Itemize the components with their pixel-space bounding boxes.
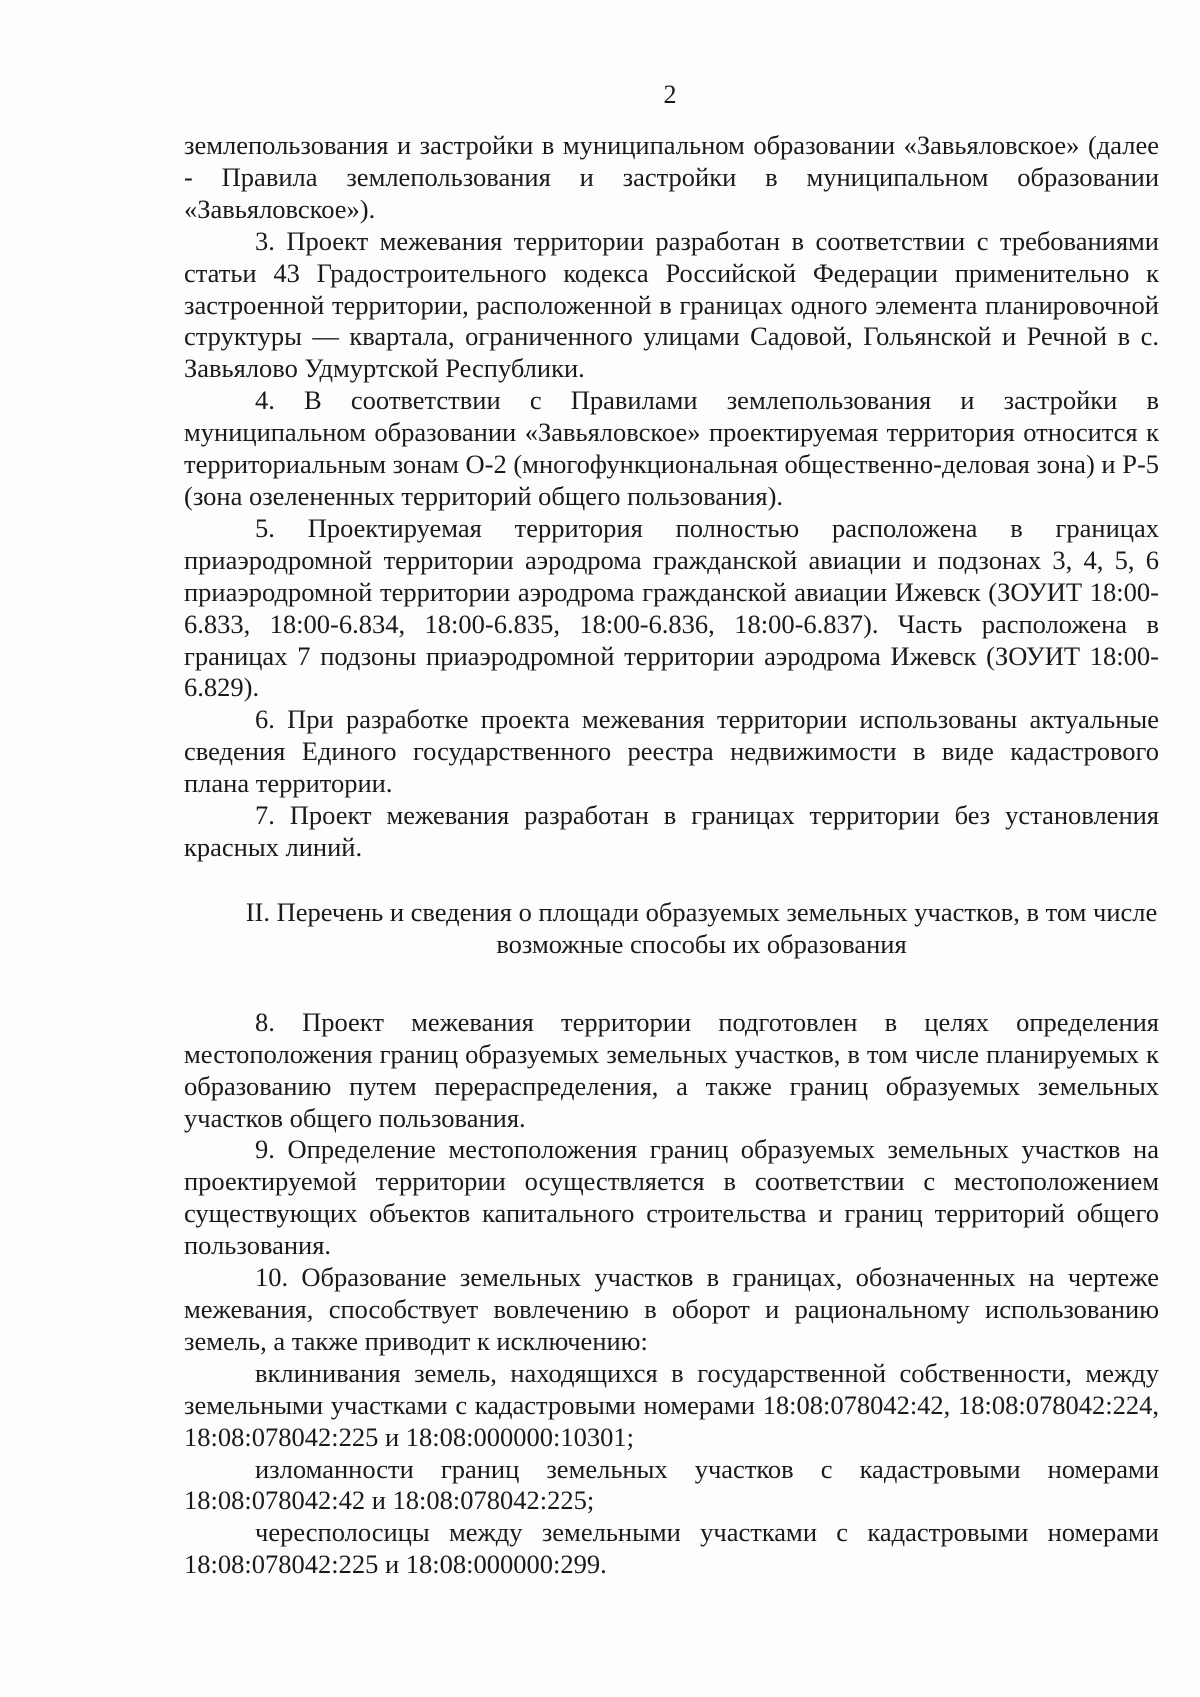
paragraph-8: 8. Проект межевания территории подготовлен в целях определения местоположения границ образуемых земельных участков, в том числе планируемых к образованию путем перераспределения, а также границ образуемых земельных участков общего пользования. xyxy=(184,1006,1159,1133)
document-body xyxy=(184,130,1159,1581)
list-item-broken-borders: изломанности границ земельных участков с кадастровыми номерами 18:08:078042:42 и 18:08:078042:225; xyxy=(184,1453,1159,1516)
page-number: 2 xyxy=(663,80,677,109)
paragraph-5: 5. Проектируемая территория полностью расположена в границах приаэродромной территории аэродрома гражданской авиации и подзонах 3, 4, 5, 6 приаэродромной территории аэродрома гражданской авиации Ижевск (ЗОУИТ 18:00-6.833, 18:00-6.834, 18:00-6.835, 18:00-6.836, 18:00-6.837). Часть расположена в границах 7 подзоны приаэродромной территории аэродрома Ижевск (ЗОУИТ 18:00-6.829). xyxy=(184,512,1159,703)
paragraph-9: 9. Определение местоположения границ образуемых земельных участков на проектируемой территории осуществляется в соответствии с местоположением существующих объектов капитального строительства и границ территорий общего пользования. xyxy=(184,1134,1159,1261)
list-item-wedging: вклинивания земель, находящихся в государственной собственности, между земельными участками с кадастровыми номерами 18:08:078042:42, 18:08:078042:224, 18:08:078042:225 и 18:08:000000:10301; xyxy=(184,1357,1159,1452)
paragraph-3: 3. Проект межевания территории разработан в соответствии с требованиями статьи 43 Градостроительного кодекса Российской Федерации применительно к застроенной территории, расположенной в границах одного элемента планировочной структуры — квартала, ограниченного улицами Садовой, Гольянской и Речной в с. Завьялово Удмуртской Республики. xyxy=(184,225,1159,384)
paragraph-10: 10. Образование земельных участков в границах, обозначенных на чертеже межевания, способствует вовлечению в оборот и рациональному использованию земель, а также приводит к исключению: xyxy=(184,1262,1159,1356)
list-item-interstriping: чересполосицы между земельными участками с кадастровыми номерами 18:08:078042:225 и 18:08:000000:299. xyxy=(184,1517,1159,1580)
paragraph-4: 4. В соответствии с Правилами землепользования и застройки в муниципальном образовании «Завьяловское» проектируемая территория относится к территориальным зонам О-2 (многофункциональная общественно-деловая зона) и Р-5 (зона озелененных территорий общего пользования). xyxy=(184,385,1160,511)
paragraph-6: 6. При разработке проекта межевания территории использованы актуальные сведения Единого государственного реестра недвижимости в виде кадастрового плана территории. xyxy=(184,704,1159,799)
section-heading: II. Перечень и сведения о площади образуемых земельных участков, в том числе возможные способы их образования xyxy=(245,896,1158,959)
paragraph-7: 7. Проект межевания разработан в границах территории без установления красных линий. xyxy=(184,800,1159,862)
paragraph-continuation: землепользования и застройки в муниципальном образовании «Завьяловское» (далее - Правила землепользования и застройки в муниципальном образовании «Завьяловское»). xyxy=(184,130,1159,224)
